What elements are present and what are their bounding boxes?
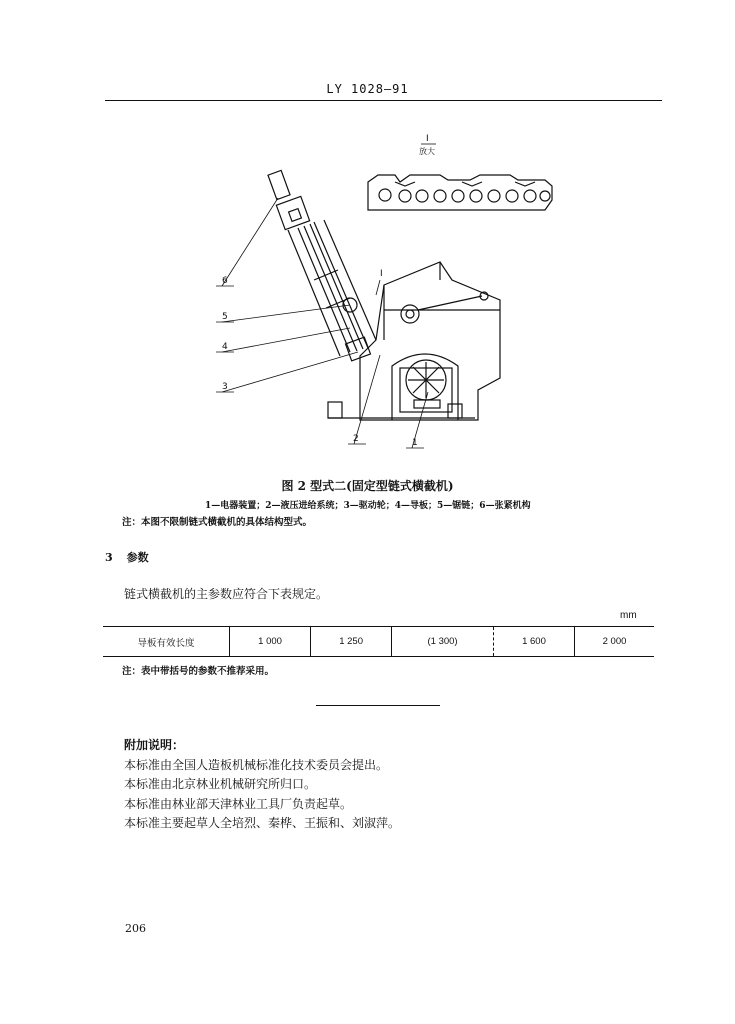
figure-legend: 1—电器装置；2—液压进给系统；3—驱动轮；4—导板；5—锯链；6—张紧机构 — [205, 501, 531, 511]
additional-line: 本标准主要起草人全培烈、秦桦、王振和、刘淑萍。 — [124, 816, 401, 830]
additional-title: 附加说明： — [124, 738, 185, 752]
section-number: 3 — [105, 551, 113, 564]
table-unit: mm — [620, 610, 637, 621]
header-rule — [105, 100, 662, 101]
table-cell: 2 000 — [575, 627, 654, 657]
callout-3: 3 — [222, 382, 228, 392]
table-cell: 1 000 — [230, 627, 311, 657]
callout-5: 5 — [222, 312, 228, 322]
table-cell: 1 600 — [493, 627, 574, 657]
additional-line: 本标准由全国人造板机械标准化技术委员会提出。 — [124, 757, 389, 772]
figure-caption: 图 2 型式二(固定型链式横截机) — [281, 479, 454, 493]
callout-4: 4 — [222, 342, 228, 352]
callout-I: I — [380, 269, 383, 279]
section-title: 参数 — [126, 551, 149, 564]
table-label-cell: 导板有效长度 — [137, 637, 195, 649]
table-note: 注：表中带括号的参数不推荐采用。 — [122, 666, 275, 677]
additional-line: 本标准由林业部天津林业工具厂负责起草。 — [124, 796, 353, 811]
additional-notes — [124, 736, 400, 834]
detail-label: I — [426, 134, 429, 144]
section-heading — [105, 549, 149, 565]
tensioning-mechanism — [268, 170, 310, 229]
detail-caption: 放大 — [419, 147, 435, 156]
callout-1: 1 — [412, 438, 418, 448]
table-row — [103, 627, 654, 657]
standard-code-header: LY 1028—91 — [326, 82, 409, 96]
callout-2: 2 — [353, 434, 359, 444]
page-number: 206 — [125, 922, 146, 935]
parameter-table — [103, 626, 654, 657]
callout-6: 6 — [222, 276, 228, 286]
additional-line: 本标准由北京林业机械研究所归口。 — [124, 777, 317, 791]
callout-leaders — [216, 198, 428, 448]
end-rule — [316, 705, 440, 706]
section-paragraph: 链式横截机的主参数应符合下表规定。 — [124, 587, 329, 601]
table-cell: (1 300) — [392, 627, 494, 657]
table-cell: 1 250 — [311, 627, 392, 657]
guide-bar — [288, 220, 376, 361]
saw-chain-detail — [368, 175, 552, 210]
machine-drawing — [200, 130, 580, 460]
figure-note: 注：本图不限制链式横截机的具体结构型式。 — [122, 517, 313, 528]
